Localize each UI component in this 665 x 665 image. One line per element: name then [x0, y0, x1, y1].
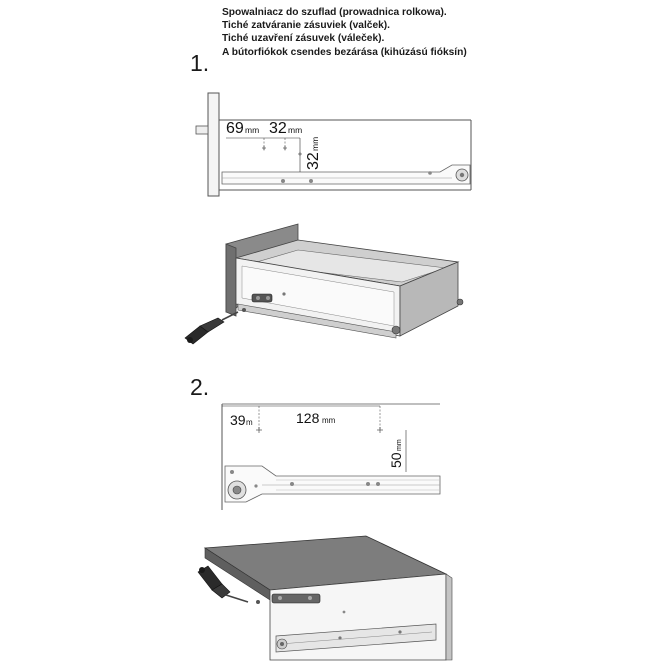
step-2-dim-vertical-unit: mm	[396, 439, 403, 451]
step-2-dim-vertical-value: 50	[388, 452, 404, 468]
step-1-number: 1.	[190, 50, 210, 76]
step-1-dim-69-unit: mm	[245, 125, 260, 135]
step-1-dim-32-unit: mm	[288, 125, 303, 135]
step-2-dim-39-value: 39	[230, 412, 246, 428]
step-1-dimension-diagram	[196, 93, 471, 196]
step-1-dim-vertical-value: 32	[305, 152, 322, 170]
step-1-drawer-illustration	[185, 224, 463, 344]
step-2-panel-illustration	[198, 536, 452, 660]
step-1-dim-32-value: 32	[269, 120, 287, 137]
step-1-dim-vertical-unit: mm	[310, 136, 320, 151]
header-line-hu: A bútorfiókok csendes bezárása (kihúzású fióksín)	[222, 46, 467, 58]
step-2-number: 2.	[190, 374, 210, 400]
header-line-pl: Spowalniacz do szuflad (prowadnica rolkowa).	[222, 7, 447, 18]
header-line-sk: Tiché zatváranie zásuviek (valček).	[222, 20, 390, 32]
step-2-dimension-diagram	[222, 404, 440, 510]
screwdriver-icon	[185, 312, 238, 344]
step-2-dim-128-unit: mm	[322, 416, 336, 425]
step-2-dim-128-value: 128	[296, 410, 320, 426]
step-2-dim-39-unit: m	[246, 418, 253, 427]
header-line-cz: Tiché uzavření zásuvek (váleček).	[222, 33, 385, 45]
step-1-dim-69-value: 69	[226, 120, 244, 137]
